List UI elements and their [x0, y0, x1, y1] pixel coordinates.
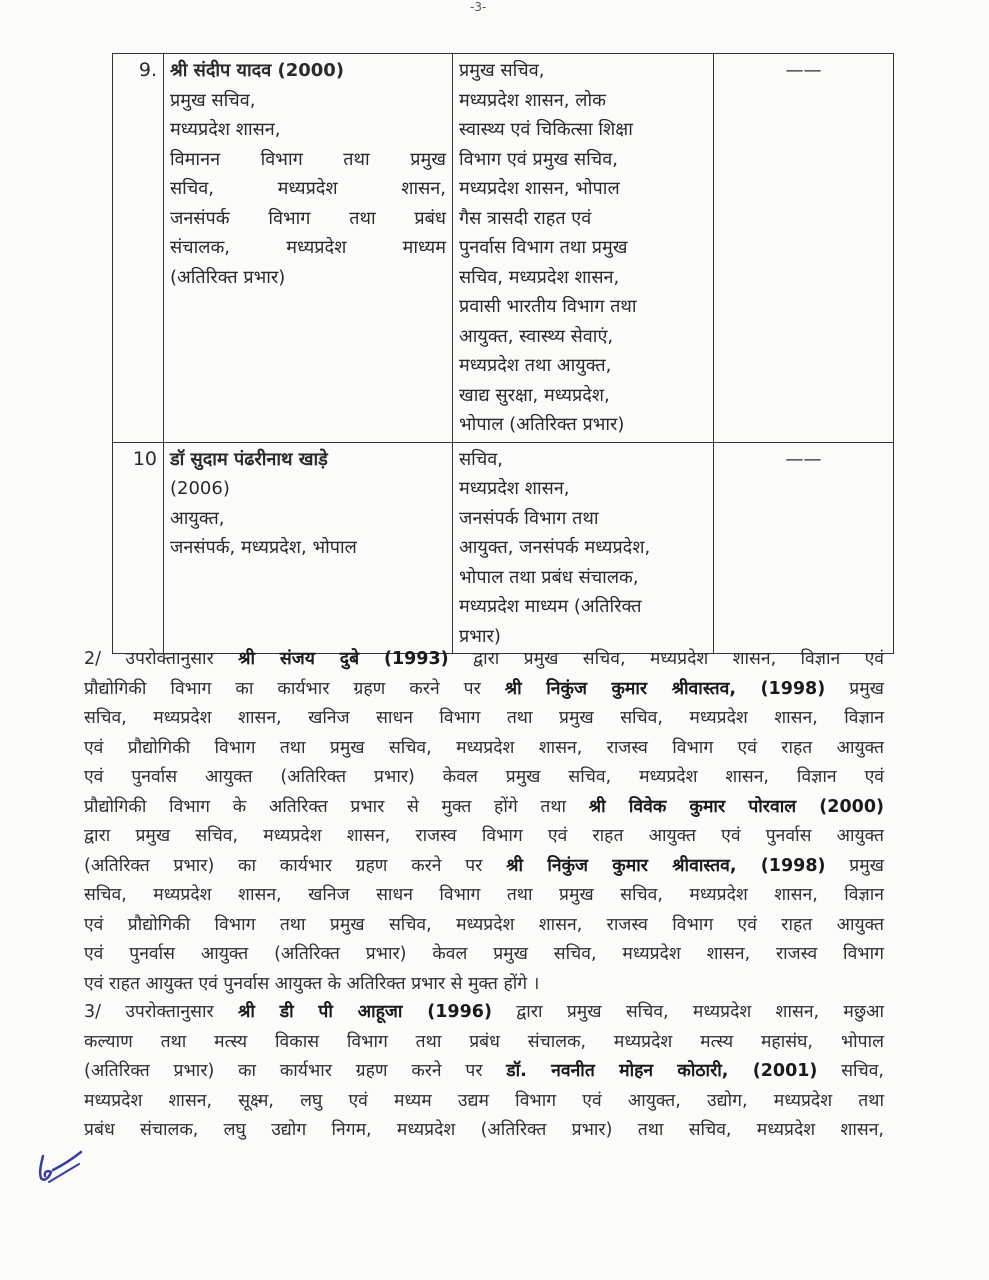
new-post-line: आयुक्त, स्वास्थ्य सेवाएं,: [459, 325, 614, 347]
text-run: 2/ उपरोक्तानुसार: [84, 649, 239, 669]
new-post-line: मध्यप्रदेश शासन, भोपाल: [459, 178, 620, 199]
current-post-line: सचिव, मध्यप्रदेश शासन,: [170, 178, 446, 199]
new-post-line: पुनर्वास विभाग तथा प्रमुख: [459, 237, 628, 258]
new-post-line: भोपाल तथा प्रबंध संचालक,: [459, 566, 639, 588]
paragraph-line: [84, 1057, 884, 1087]
paragraph-line: एवं प्रौद्योगिकी विभाग तथा प्रमुख सचिव, मध्यप्रदेश शासन, राजस्व विभाग एवं राहत आयुक्त: [84, 914, 884, 935]
text-run: द्वारा प्रमुख सचिव, मध्यप्रदेश शासन, मछुआ: [491, 1002, 885, 1022]
officer-cell: [164, 442, 453, 654]
current-post-line: आयुक्त,: [170, 507, 225, 529]
paragraph-line: एवं पुनर्वास आयुक्त (अतिरिक्त प्रभार) केवल प्रमुख सचिव, मध्यप्रदेश शासन, राजस्व विभाग: [84, 944, 884, 964]
new-post-line: प्रभार): [459, 625, 501, 647]
table-row: [113, 54, 894, 443]
paragraph-3: [84, 998, 884, 1146]
text-run: प्रमुख: [825, 855, 884, 876]
remark-cell: ——: [714, 442, 894, 654]
new-post-line: गैस त्रासदी राहत एवं: [459, 207, 592, 229]
officer-cell: [164, 54, 453, 443]
current-post-line: मध्यप्रदेश शासन,: [170, 119, 281, 140]
new-post-line: जनसंपर्क विभाग तथा: [459, 507, 599, 529]
officers-table: [112, 53, 894, 654]
new-post-cell: [453, 54, 714, 443]
officer-name: श्री संदीप यादव (2000): [170, 60, 345, 81]
table-row: [113, 442, 894, 654]
paragraph-line: द्वारा प्रमुख सचिव, मध्यप्रदेश शासन, राजस्व विभाग एवं राहत आयुक्त एवं पुनर्वास आयुक्त: [84, 826, 884, 846]
text-run: (अतिरिक्त प्रभार) का कार्यभार ग्रहण करने पर: [84, 1061, 507, 1081]
paragraph-line: [84, 998, 884, 1028]
new-post-line: सचिव, मध्यप्रदेश शासन,: [459, 266, 620, 288]
paragraph-line: कल्याण तथा मत्स्य विकास विभाग तथा प्रबंध संचालक, मध्यप्रदेश मत्स्य महासंघ, भोपाल: [84, 1031, 884, 1052]
officer-name: श्री निकुंज कुमार श्रीवास्तव, (1998): [506, 855, 826, 876]
officer-batch: (2006): [170, 478, 230, 499]
paragraph-line: एवं राहत आयुक्त एवं पुनर्वास आयुक्त के अतिरिक्त प्रभार से मुक्त होंगे ।: [84, 973, 540, 994]
new-post-line: स्वास्थ्य एवं चिकित्सा शिक्षा: [459, 119, 633, 140]
officer-name: श्री संजय दुबे (1993): [238, 649, 449, 669]
current-post-line: संचालक, मध्यप्रदेश माध्यम: [170, 237, 446, 258]
current-post-line: जनसंपर्क विभाग तथा प्रबंध: [170, 207, 446, 229]
new-post-line: मध्यप्रदेश शासन, लोक: [459, 89, 606, 111]
signature-stroke: [49, 1164, 79, 1182]
paragraph-line: सचिव, मध्यप्रदेश शासन, खनिज साधन विभाग तथा प्रमुख सचिव, मध्यप्रदेश शासन, विज्ञान: [84, 885, 884, 905]
paragraph-2: [84, 645, 884, 999]
remark-cell: ——: [714, 54, 894, 443]
serial-number: 10: [113, 442, 164, 654]
current-post-line: (अतिरिक्त प्रभार): [170, 266, 286, 288]
new-post-line: मध्यप्रदेश शासन,: [459, 478, 570, 499]
new-post-line: भोपाल (अतिरिक्त प्रभार): [459, 414, 625, 435]
new-post-line: प्रमुख सचिव,: [459, 60, 545, 81]
new-post-line: खाद्य सुरक्षा, मध्यप्रदेश,: [459, 384, 610, 406]
officer-name: डॉ. नवनीत मोहन कोठारी, (2001): [506, 1061, 818, 1081]
text-run: प्रमुख: [825, 678, 884, 699]
new-post-line: मध्यप्रदेश माध्यम (अतिरिक्त: [459, 596, 642, 617]
serial-number: 9.: [113, 54, 164, 443]
current-post-line: प्रमुख सचिव,: [170, 89, 256, 111]
text-run: प्रौद्योगिकी विभाग के अतिरिक्त प्रभार से मुक्त होंगे तथा: [84, 796, 589, 817]
text-run: प्रौद्योगिकी विभाग का कार्यभार ग्रहण करने पर: [84, 678, 505, 699]
paragraph-line: सचिव, मध्यप्रदेश शासन, खनिज साधन विभाग तथा प्रमुख सचिव, मध्यप्रदेश शासन, विज्ञान: [84, 708, 884, 728]
new-post-line: प्रवासी भारतीय विभाग तथा: [459, 296, 637, 317]
paragraph-line: एवं पुनर्वास आयुक्त (अतिरिक्त प्रभार) केवल प्रमुख सचिव, मध्यप्रदेश शासन, विज्ञान एवं: [84, 767, 884, 787]
officer-name: श्री डी पी आहूजा (1996): [237, 1002, 492, 1022]
text-run: द्वारा प्रमुख सचिव, मध्यप्रदेश शासन, विज्ञान एवं: [448, 649, 885, 669]
officer-name: श्री विवेक कुमार पोरवाल (2000): [588, 796, 884, 817]
new-post-line: मध्यप्रदेश तथा आयुक्त,: [459, 355, 612, 376]
text-run: 3/ उपरोक्तानुसार: [84, 1002, 238, 1022]
paragraph-line: [84, 852, 884, 882]
paragraph-line: [84, 675, 884, 705]
page-number: -3-: [470, 0, 487, 14]
new-post-line: सचिव,: [459, 448, 503, 470]
officer-name: डॉ सुदाम पंढरीनाथ खाड़े: [170, 448, 328, 470]
current-post-line: विमानन विभाग तथा प्रमुख: [170, 148, 446, 170]
new-post-line: विभाग एवं प्रमुख सचिव,: [459, 148, 618, 170]
text-run: सचिव,: [817, 1061, 884, 1081]
current-post-line: जनसंपर्क, मध्यप्रदेश, भोपाल: [170, 537, 357, 558]
paragraph-line: [84, 645, 884, 675]
officer-name: श्री निकुंज कुमार श्रीवास्तव, (1998): [504, 678, 826, 699]
paragraph-line: प्रबंध संचालक, लघु उद्योग निगम, मध्यप्रदेश (अतिरिक्त प्रभार) तथा सचिव, मध्यप्रदेश शासन,: [84, 1120, 884, 1140]
paragraph-line: मध्यप्रदेश शासन, सूक्ष्म, लघु एवं मध्यम उद्यम विभाग एवं आयुक्त, उद्योग, मध्यप्रदेश तथा: [84, 1090, 884, 1111]
initials-signature: [35, 1142, 95, 1192]
paragraph-line: एवं प्रौद्योगिकी विभाग तथा प्रमुख सचिव, मध्यप्रदेश शासन, राजस्व विभाग एवं राहत आयुक्त: [84, 737, 884, 758]
new-post-cell: [453, 442, 714, 654]
new-post-line: आयुक्त, जनसंपर्क मध्यप्रदेश,: [459, 537, 651, 558]
text-run: (अतिरिक्त प्रभार) का कार्यभार ग्रहण करने पर: [84, 855, 507, 876]
paragraph-line: [84, 793, 884, 823]
